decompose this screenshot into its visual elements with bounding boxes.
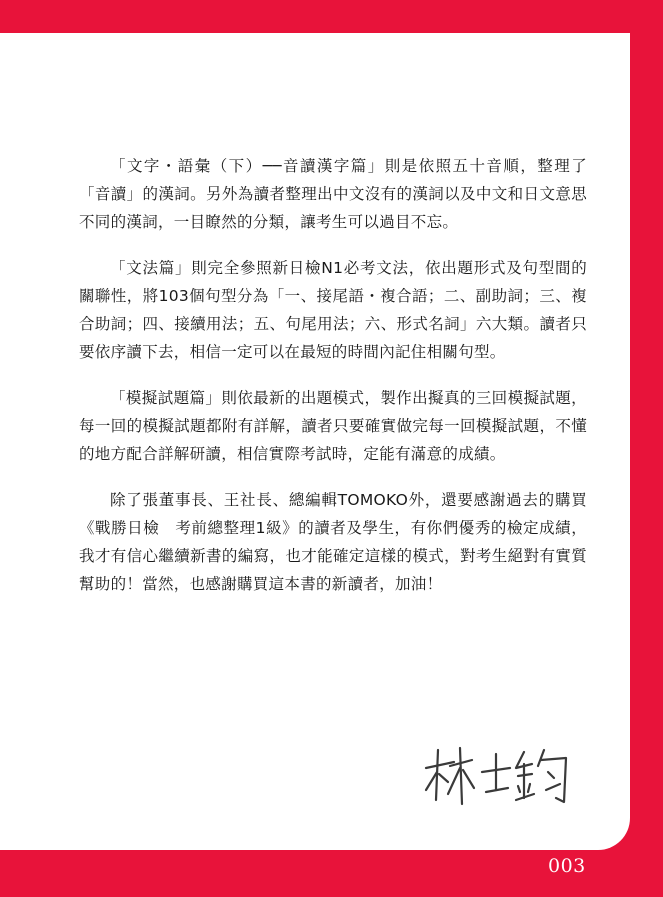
preface-body	[79, 152, 587, 616]
paragraph-grammar: 「文法篇」則完全參照新日檢N1必考文法，依出題形式及句型間的關聯性，將103個句型分為「一、接尾語・複合語；二、副助詞；三、複合助詞；四、接續用法；五、句尾用法；六、形式名詞」六大類。讀者只要依序讀下去，相信一定可以在最短的時間內記住相關句型。	[79, 259, 587, 361]
paragraph-vocabulary: 「文字・語彙（下）──音讀漢字篇」則是依照五十音順，整理了「音讀」的漢詞。另外為讀者整理出中文沒有的漢詞以及中文和日文意思不同的漢詞，一目瞭然的分類，讓考生可以過目不忘。	[79, 157, 587, 231]
author-signature	[420, 738, 580, 818]
page-number: 003	[548, 855, 586, 877]
paragraph-acknowledgements: 除了張董事長、王社長、總編輯TOMOKO外，還要感謝過去的購買《戰勝日檢 考前總整理1級》的讀者及學生，有你們優秀的檢定成績，我才有信心繼續新書的編寫，也才能確定這樣的模式，對考生絕對有實質幫助的！當然，也感謝購買這本書的新讀者，加油！	[79, 491, 587, 593]
paragraph-mock-test: 「模擬試題篇」則依最新的出題模式，製作出擬真的三回模擬試題，每一回的模擬試題都附有詳解，讀者只要確實做完每一回模擬試題，不懂的地方配合詳解研讀，相信實際考試時，定能有滿意的成績。	[79, 389, 587, 463]
